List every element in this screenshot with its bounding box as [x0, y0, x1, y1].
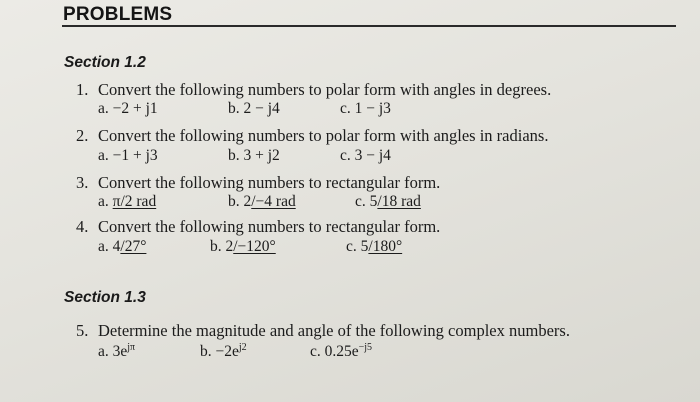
problem-text: Determine the magnitude and angle of the following complex numbers. — [98, 321, 570, 340]
angle-value: /27° — [120, 238, 147, 255]
problem-4-option-c — [346, 238, 402, 256]
option-exponent: j2 — [238, 342, 247, 353]
problem-number: 1. — [76, 80, 89, 99]
problem-number: 2. — [76, 126, 89, 145]
option-base: c. 0.25e — [310, 343, 359, 360]
option-base: a. 3e — [98, 343, 128, 360]
option-label: c. 5 — [355, 193, 378, 210]
problem-text: Convert the following numbers to rectangular form. — [98, 217, 441, 236]
problem-2 — [76, 126, 548, 146]
option-label: a. — [98, 193, 113, 210]
problem-1-option-a: a. −2 + j1 — [98, 100, 158, 117]
problem-text: Convert the following numbers to polar form with angles in degrees. — [98, 80, 552, 99]
angle-value: /−120° — [233, 238, 276, 255]
page-title: PROBLEMS — [63, 4, 173, 25]
problem-5-option-b — [200, 342, 247, 361]
problem-3-option-a — [98, 193, 156, 211]
problem-text: Convert the following numbers to polar form with angles in radians. — [98, 126, 549, 145]
problem-text: Convert the following numbers to rectangular form. — [98, 173, 441, 192]
header-divider — [62, 25, 676, 27]
problem-3 — [76, 173, 440, 193]
section-heading-1-3: Section 1.3 — [64, 289, 146, 306]
problem-4 — [76, 217, 440, 237]
angle-value: /−4 rad — [251, 193, 296, 210]
option-exponent: jπ — [127, 342, 136, 353]
problem-2-option-a: a. −1 + j3 — [98, 147, 158, 164]
option-label: c. 5 — [346, 238, 369, 255]
option-label: a. 4 — [98, 238, 121, 255]
problem-3-option-c — [355, 193, 421, 211]
problem-2-option-c: c. 3 − j4 — [340, 147, 391, 164]
problem-5-option-a — [98, 342, 135, 361]
problem-1 — [76, 80, 551, 100]
problem-1-option-c: c. 1 − j3 — [340, 100, 391, 117]
option-exponent: −j5 — [358, 342, 373, 353]
problem-4-option-a — [98, 238, 146, 256]
problem-number: 5. — [76, 321, 89, 340]
problem-4-option-b — [210, 238, 276, 256]
problem-2-option-b: b. 3 + j2 — [228, 147, 280, 164]
problem-1-option-b: b. 2 − j4 — [228, 100, 280, 117]
option-base: b. −2e — [200, 343, 239, 360]
angle-value: /180° — [368, 238, 403, 255]
angle-value: /18 rad — [377, 193, 421, 210]
problem-number: 3. — [76, 173, 89, 192]
problem-5 — [76, 321, 570, 341]
section-heading-1-2: Section 1.2 — [64, 54, 146, 71]
option-label: b. 2 — [210, 238, 234, 255]
angle-value: π/2 rad — [112, 193, 157, 210]
problem-5-option-c — [310, 342, 372, 361]
problem-number: 4. — [76, 217, 89, 236]
problem-3-option-b — [228, 193, 296, 211]
option-label: b. 2 — [228, 193, 252, 210]
